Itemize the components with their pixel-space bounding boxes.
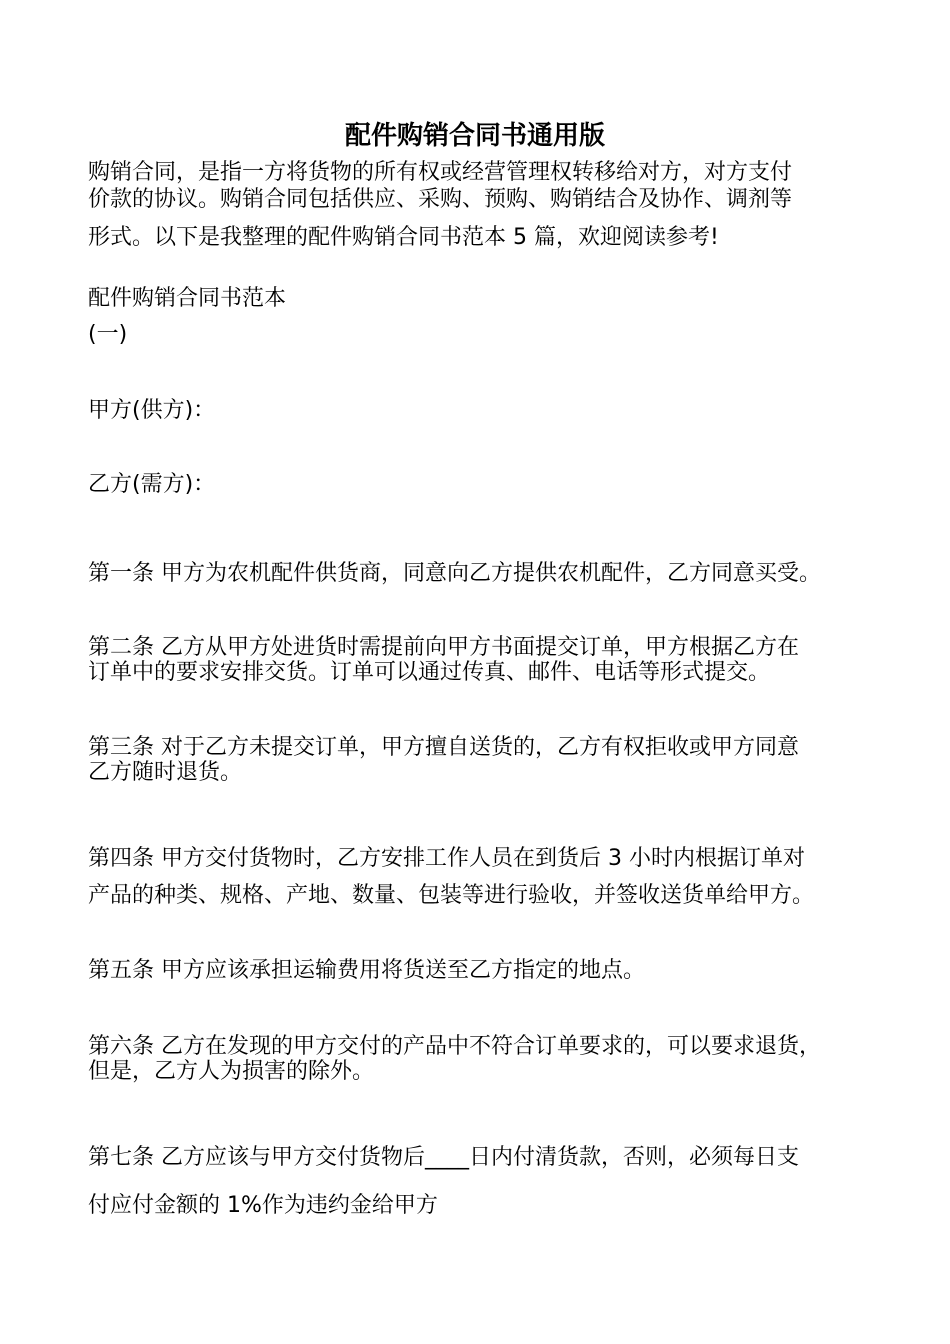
party-a-label: 甲方(供方)： — [88, 398, 216, 423]
clause-6-continued: 但是，乙方人为损害的除外。 — [88, 1059, 375, 1084]
clause-2: 第二条 乙方从甲方处进货时需提前向甲方书面提交订单，甲方根据乙方在 — [88, 635, 799, 660]
section-number: (一) — [88, 322, 128, 347]
clause-4: 第四条 甲方交付货物时，乙方安排工作人员在到货后 3 小时内根据订单对 — [88, 846, 805, 871]
clause-2-continued: 订单中的要求安排交货。订单可以通过传真、邮件、电话等形式提交。 — [88, 660, 771, 685]
section-heading: 配件购销合同书范本 — [88, 286, 287, 311]
document-title: 配件购销合同书通用版 — [344, 121, 605, 151]
clause-5: 第五条 甲方应该承担运输费用将货送至乙方指定的地点。 — [88, 958, 645, 983]
clause-3-continued: 乙方随时退货。 — [88, 760, 243, 785]
clause-1: 第一条 甲方为农机配件供货商，同意向乙方提供农机配件，乙方同意买受。 — [88, 561, 821, 586]
intro-line: 购销合同，是指一方将货物的所有权或经营管理权转移给对方，对方支付 — [88, 160, 793, 185]
clause-3: 第三条 对于乙方未提交订单，甲方擅自送货的，乙方有权拒收或甲方同意 — [88, 735, 799, 760]
intro-line: 形式。以下是我整理的配件购销合同书范本 5 篇，欢迎阅读参考! — [88, 225, 719, 250]
clause-4-continued: 产品的种类、规格、产地、数量、包装等进行验收，并签收送货单给甲方。 — [88, 883, 815, 908]
intro-line: 价款的协议。购销合同包括供应、采购、预购、购销结合及协作、调剂等 — [88, 187, 793, 212]
party-b-label: 乙方(需方)： — [88, 472, 216, 497]
clause-6: 第六条 乙方在发现的甲方交付的产品中不符合订单要求的，可以要求退货， — [88, 1034, 821, 1059]
clause-7: 第七条 乙方应该与甲方交付货物后____日内付清货款，否则，必须每日支 — [88, 1145, 799, 1170]
clause-7-continued: 付应付金额的 1%作为违约金给甲方 — [88, 1193, 438, 1218]
